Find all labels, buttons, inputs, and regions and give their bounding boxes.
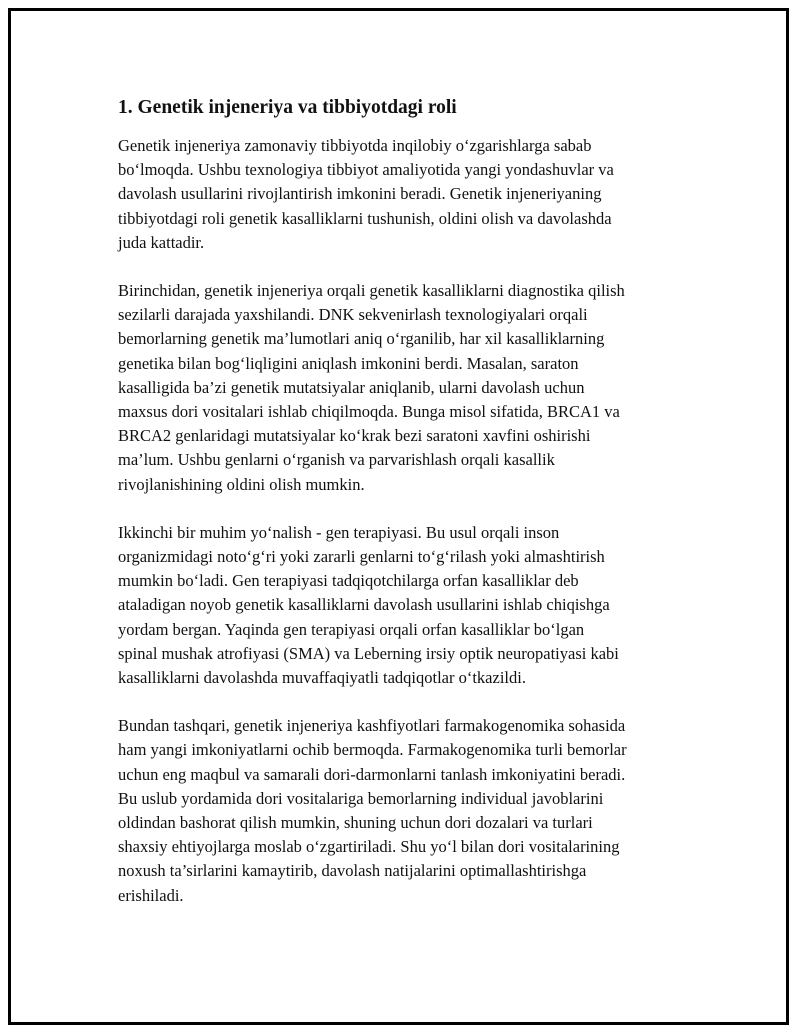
text-line: Genetik injeneriya zamonaviy tibbiyotda inqilobiy o‘zgarishlarga sabab [118, 136, 592, 155]
text-line: noxush ta’sirlarini kamaytirib, davolash natijalarini optimallashtirishga [118, 861, 587, 881]
text-line: sezilarli darajada yaxshilandi. DNK sekvenirlash texnologiyalari orqali [118, 305, 588, 325]
text-line: bemorlarning genetik ma’lumotlari aniq o‘rganilib, har xil kasalliklarning [118, 329, 605, 349]
paragraph-3 [118, 521, 698, 690]
text-line: davolash usullarini rivojlantirish imkonini beradi. Genetik injeneriyaning [118, 184, 602, 204]
paragraph-4 [118, 714, 698, 908]
text-line: maxsus dori vositalari ishlab chiqilmoqda. Bunga misol sifatida, BRCA1 va [118, 402, 620, 422]
text-line: Bu uslub yordamida dori vositalariga bemorlarning individual javoblarini [118, 788, 604, 808]
text-line: ataladigan noyob genetik kasalliklarni davolash usullarini ishlab chiqishga [118, 595, 610, 615]
text-line: Birinchidan, genetik injeneriya orqali genetik kasalliklarni diagnostika qilish [118, 281, 625, 301]
text-line: oldindan bashorat qilish mumkin, shuning uchun dori dozalari va turlari [118, 813, 593, 833]
section-heading: 1. Genetik injeneriya va tibbiyotdagi roli [118, 97, 457, 118]
text-line: BRCA2 genlaridagi mutatsiyalar ko‘krak bezi saratoni xavfini oshirishi [118, 426, 591, 446]
text-line: rivojlanishining oldini olish mumkin. [118, 474, 365, 494]
text-line: shaxsiy ehtiyojlarga moslab o‘zgartiriladi. Shu yo‘l bilan dori vositalarining [118, 837, 620, 857]
text-line: tibbiyotdagi roli genetik kasalliklarni tushunish, oldini olish va davolashda [118, 208, 612, 228]
text-line: mumkin bo‘ladi. Gen terapiyasi tadqiqotchilarga orfan kasalliklar deb [118, 571, 579, 591]
document-body [118, 96, 698, 932]
text-line: ham yangi imkoniyatlarni ochib bermoqda. Farmakogenomika turli bemorlar [118, 740, 627, 760]
text-line: juda kattadir. [118, 232, 205, 252]
text-line: genetika bilan bog‘liqligini aniqlash imkonini berdi. Masalan, saraton [118, 353, 579, 373]
text-line: organizmidagi noto‘g‘ri yoki zararli genlarni to‘g‘rilash yoki almashtirish [118, 547, 605, 567]
text-line: kasalligida ba’zi genetik mutatsiyalar aniqlanib, ularni davolash uchun [118, 377, 585, 397]
text-line: kasalliklarni davolashda muvaffaqiyatli tadqiqotlar o‘tkazildi. [118, 668, 526, 688]
text-line: uchun eng maqbul va samarali dori-darmonlarni tanlash imkoniyatini beradi. [118, 764, 626, 784]
text-line: bo‘lmoqda. Ushbu texnologiya tibbiyot amaliyotida yangi yondashuvlar va [118, 160, 614, 180]
paragraph-1 [118, 134, 698, 255]
paragraph-2 [118, 279, 698, 497]
text-line: Bundan tashqari, genetik injeneriya kashfiyotlari farmakogenomika sohasida [118, 716, 626, 736]
text-line: ma’lum. Ushbu genlarni o‘rganish va parvarishlash orqali kasallik [118, 450, 555, 470]
text-line: erishiladi. [118, 885, 184, 905]
text-line: yordam bergan. Yaqinda gen terapiyasi orqali orfan kasalliklar bo‘lgan [118, 619, 585, 639]
text-line: spinal mushak atrofiyasi (SMA) va Leberning irsiy optik neuropatiyasi kabi [118, 643, 619, 663]
text-line: Ikkinchi bir muhim yo‘nalish - gen terapiyasi. Bu usul orqali inson [118, 522, 560, 542]
